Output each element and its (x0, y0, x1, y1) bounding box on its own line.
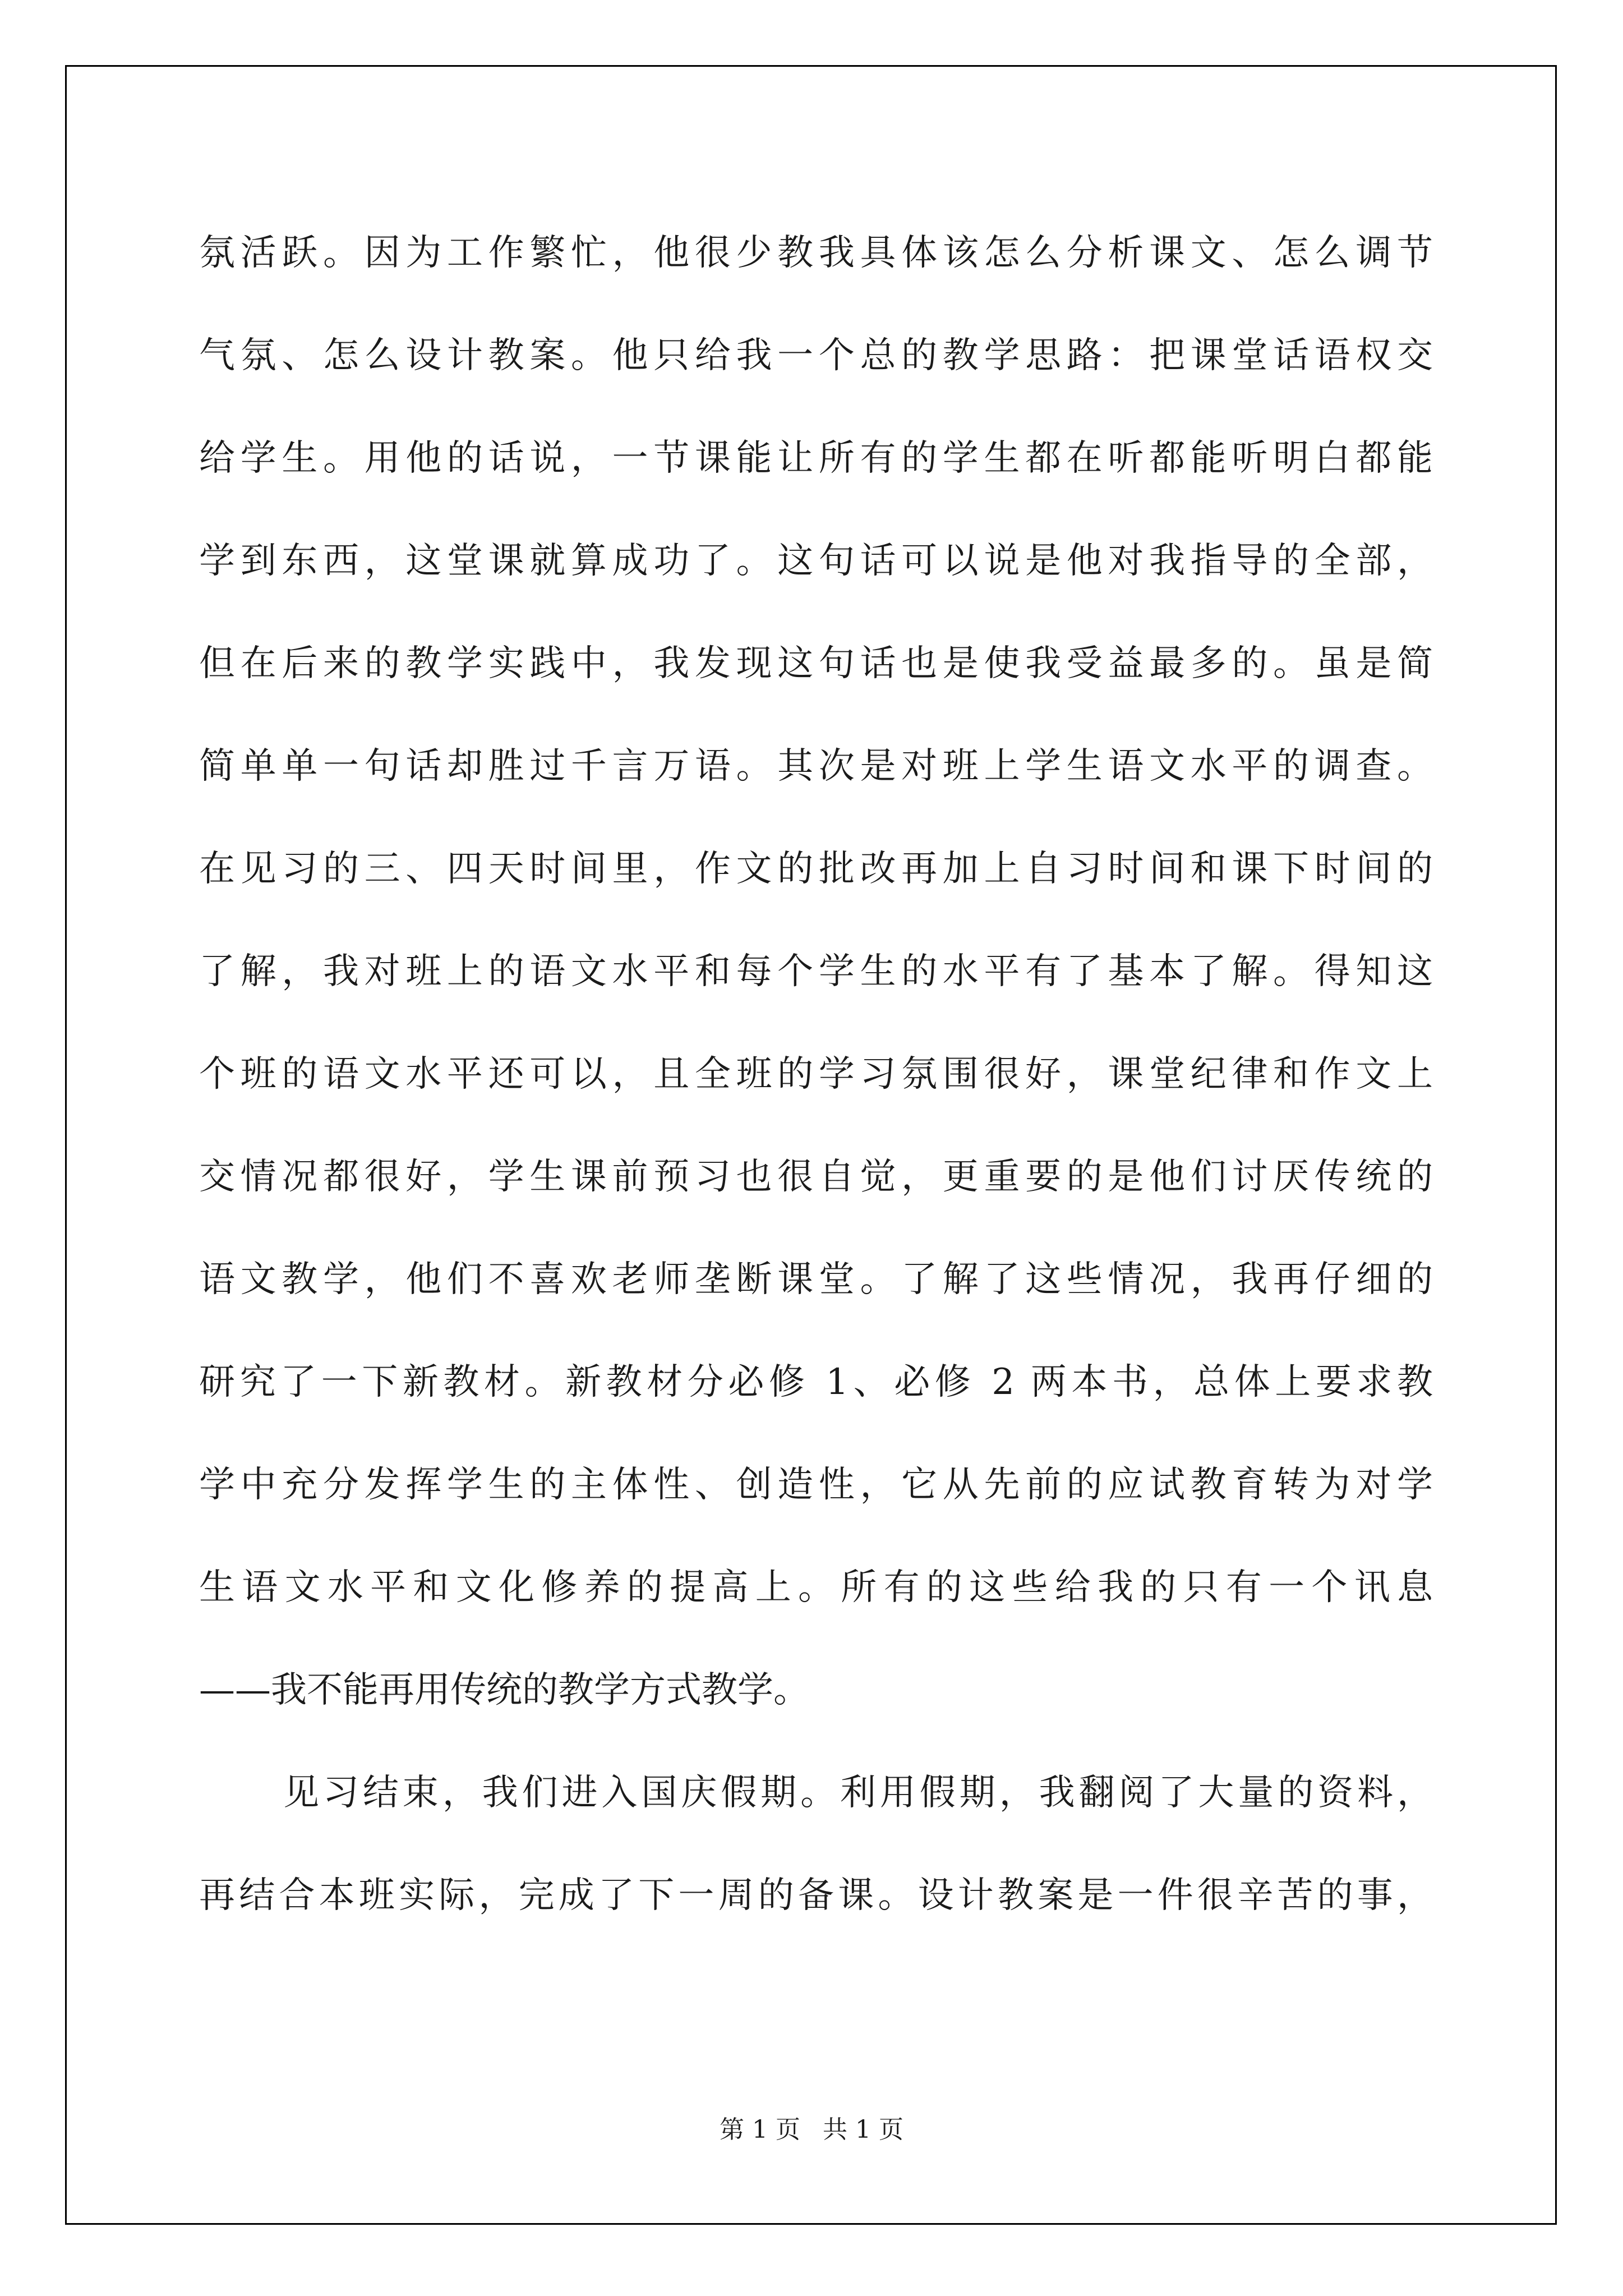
page-number: 第 1 页 (720, 2115, 800, 2144)
text-line-3: 给学生。用他的话说，一节课能让所有的学生都在听都能听明白都能 (199, 438, 1433, 479)
page-footer (0, 2109, 1623, 2145)
text-line-1: 氛活跃。因为工作繁忙，他很少教我具体该怎么分析课文、怎么调节 (199, 232, 1433, 274)
text-line-17: 再结合本班实际，完成了下一周的备课。设计教案是一件很辛苦的事， (199, 1875, 1433, 1916)
text-line-9: 个班的语文水平还可以，且全班的学习氛围很好，课堂纪律和作文上 (199, 1053, 1433, 1095)
text-line-10: 交情况都很好，学生课前预习也很自觉，更重要的是他们讨厌传统的 (199, 1156, 1433, 1198)
text-line-15: ——我不能再用传统的教学方式教学。 (199, 1669, 809, 1711)
page-total: 共 1 页 (823, 2115, 903, 2144)
document-body (199, 202, 1433, 1947)
text-line-12: 研究了一下新教材。新教材分必修 1、必修 2 两本书，总体上要求教 (199, 1361, 1433, 1403)
text-line-4: 学到东西，这堂课就算成功了。这句话可以说是他对我指导的全部， (199, 540, 1433, 582)
paragraph-start-line: 见习结束，我们进入国庆假期。利用假期，我翻阅了大量的资料， (283, 1772, 1433, 1814)
text-line-8: 了解，我对班上的语文水平和每个学生的水平有了基本了解。得知这 (199, 951, 1433, 992)
text-line-7: 在见习的三、四天时间里，作文的批改再加上自习时间和课下时间的 (199, 848, 1433, 890)
text-line-14: 生语文水平和文化修养的提高上。所有的这些给我的只有一个讯息 (199, 1567, 1433, 1608)
text-line-5: 但在后来的教学实践中，我发现这句话也是使我受益最多的。虽是简 (199, 643, 1433, 684)
text-line-6: 简单单一句话却胜过千言万语。其次是对班上学生语文水平的调查。 (199, 746, 1433, 787)
text-line-11: 语文教学，他们不喜欢老师垄断课堂。了解了这些情况，我再仔细的 (199, 1259, 1433, 1300)
text-line-13: 学中充分发挥学生的主体性、创造性，它从先前的应试教育转为对学 (199, 1464, 1433, 1506)
text-line-2: 气氛、怎么设计教案。他只给我一个总的教学思路：把课堂话语权交 (199, 335, 1433, 376)
